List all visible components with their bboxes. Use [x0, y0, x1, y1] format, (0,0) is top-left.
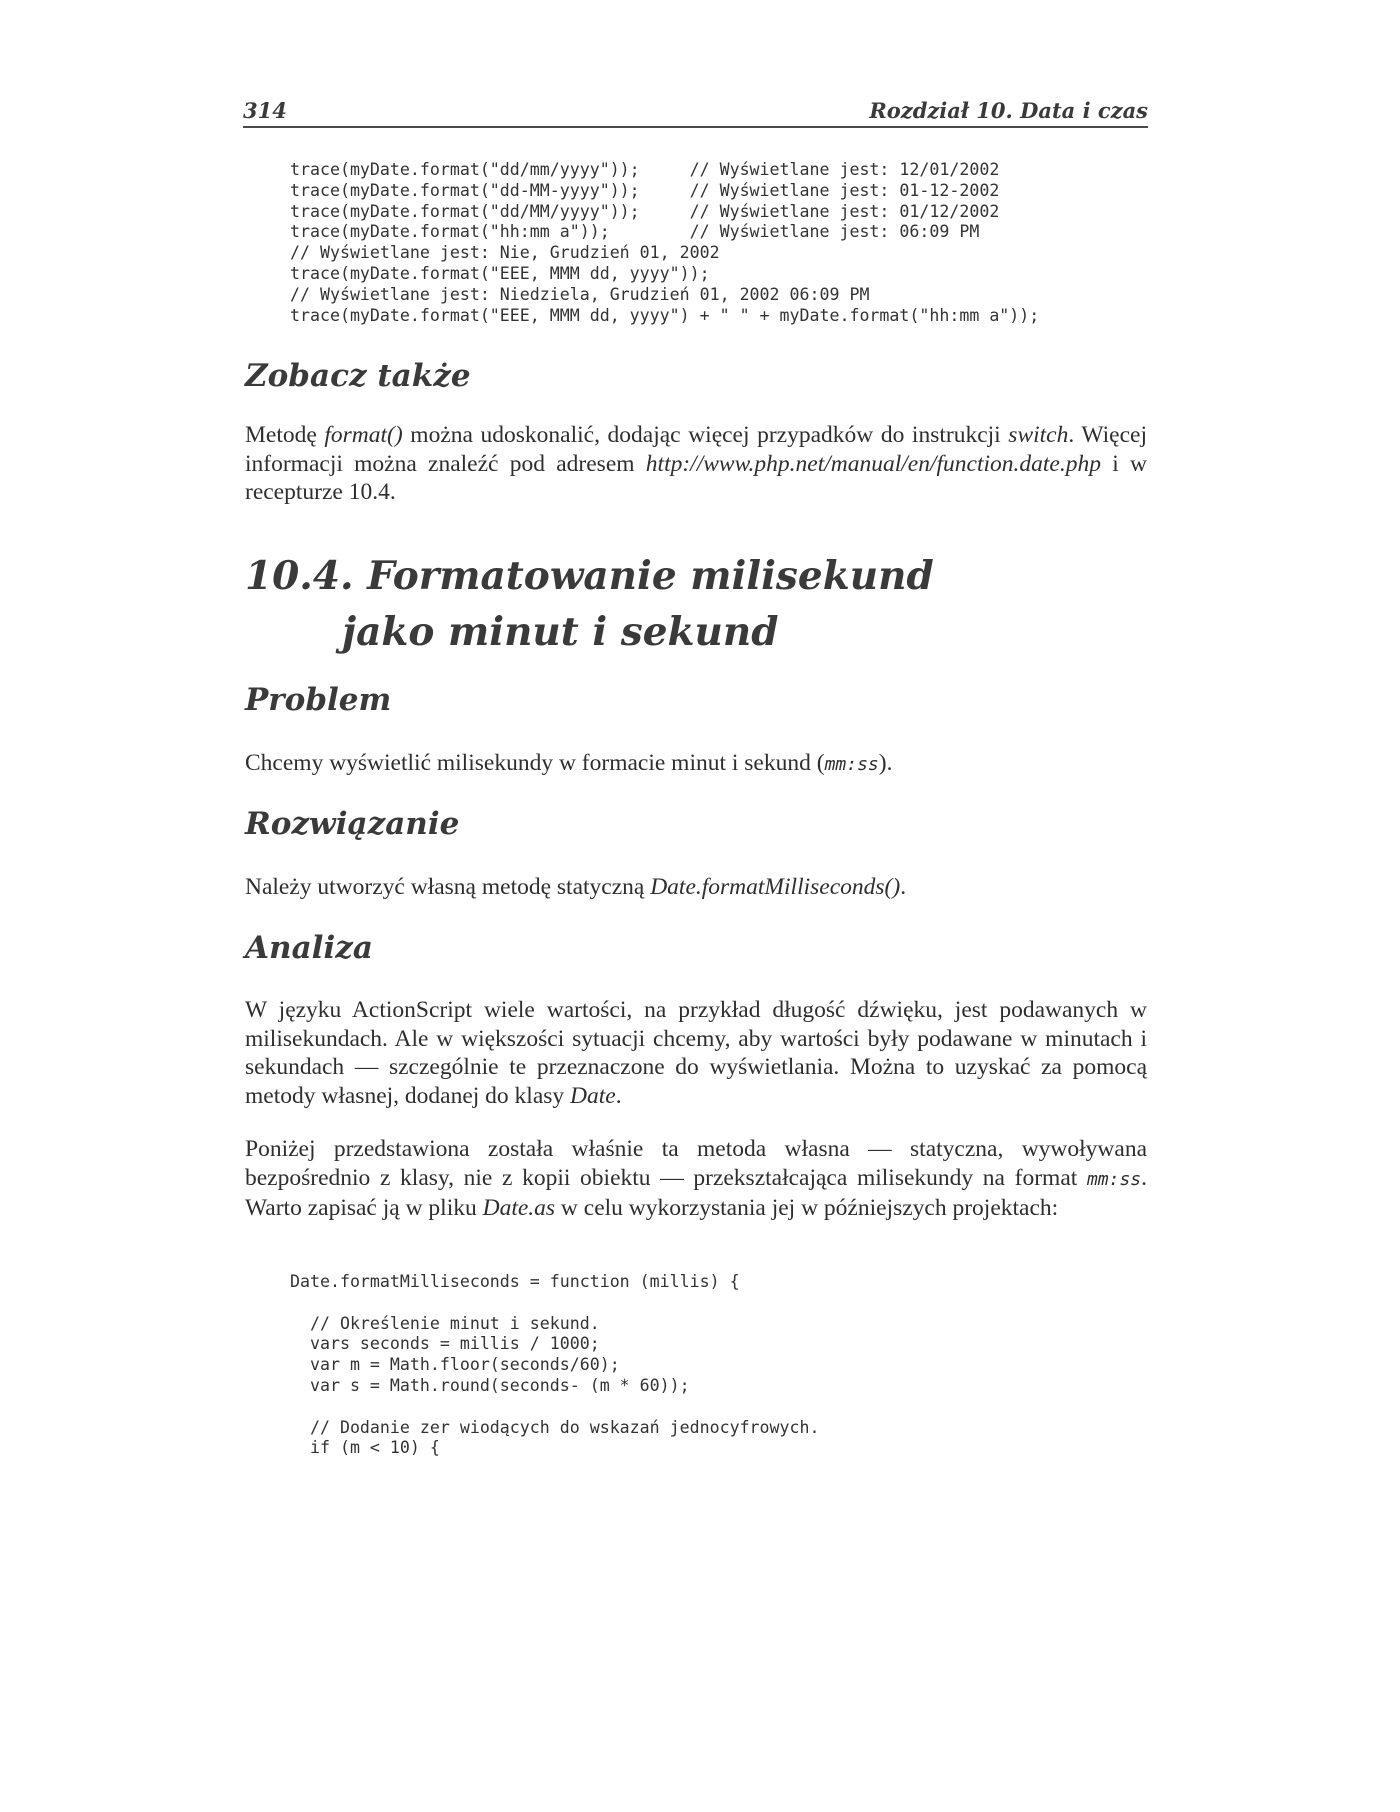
code-line [290, 1397, 820, 1418]
paragraph-see-also: Metodę format() można udoskonalić, dodając więcej przypadków do instrukcji switch. Więcej informacji można znaleźć pod adresem http://www.php.net/manual/en/function.date.php i w recepturze 10.4. [245, 422, 1148, 505]
heading-solution: Rozwiązanie [245, 806, 460, 842]
code-line: // Wyświetlane jest: Nie, Grudzień 01, 2002 [290, 243, 720, 263]
code-line: // Dodanie zer wiodących do wskazań jednocyfrowych. [290, 1417, 820, 1437]
heading-problem: Problem [245, 682, 392, 718]
paragraph-analysis-1: W języku ActionScript wiele wartości, na przykład długość dźwięku, jest podawanych w milisekundach. Ale w większości sytuacji chcemy, aby wartości były podawane w minutach i sekundach — szczególnie te przeznaczone do wyświetlania. Można to uzyskać za pomocą metody własnej, dodanej do klasy Date. [245, 997, 1147, 1109]
paragraph-solution: Należy utworzyć własną metodę statyczną Date.formatMilliseconds(). [245, 874, 907, 900]
paragraph-analysis-2: Poniżej przedstawiona została właśnie ta metoda własna — statyczna, wywoływana bezpośrednio z klasy, nie z kopii obiektu — przekształcająca milisekundy na format mm:ss. Warto zapisać ją w pliku Date.as w celu wykorzystania jej w późniejszych projektach: [245, 1136, 1147, 1221]
section-title: 10.4. Formatowanie milisekund jako minut i sekund [245, 553, 934, 655]
code-line: trace(myDate.format("dd-MM-yyyy")); // Wyświetlane jest: 01-12-2002 [290, 180, 1000, 200]
code-line: // Wyświetlane jest: Niedziela, Grudzień 01, 2002 06:09 PM [290, 284, 870, 304]
running-head [243, 92, 1148, 128]
page-number: 314 [243, 98, 287, 123]
chapter-title: Rozdział 10. Data i czas [869, 98, 1148, 123]
code-line: var s = Math.round(seconds- (m * 60)); [290, 1375, 690, 1395]
code-line: trace(myDate.format("EEE, MMM dd, yyyy")); [290, 263, 710, 283]
code-line: trace(myDate.format("dd/mm/yyyy")); // Wyświetlane jest: 12/01/2002 [290, 160, 1000, 179]
code-line: trace(myDate.format("dd/MM/yyyy")); // Wyświetlane jest: 01/12/2002 [290, 201, 1000, 221]
code-line: trace(myDate.format("hh:mm a")); // Wyświetlane jest: 06:09 PM [290, 222, 980, 242]
code-line [290, 1293, 820, 1314]
url-link: http://www.php.net/manual/en/function.date.php [645, 450, 1101, 477]
code-line: var m = Math.floor(seconds/60); [290, 1355, 620, 1375]
code-line: vars seconds = millis / 1000; [290, 1334, 600, 1354]
heading-analysis: Analiza [245, 930, 373, 966]
code-line: trace(myDate.format("EEE, MMM dd, yyyy") + " " + myDate.format("hh:mm a")); [290, 305, 1040, 325]
code-line: // Określenie minut i sekund. [290, 1313, 600, 1333]
code-listing-format-examples [290, 160, 1039, 326]
code-line: Date.formatMilliseconds = function (millis) { [290, 1272, 740, 1291]
code-listing-format-milliseconds [290, 1272, 820, 1459]
paragraph-problem: Chcemy wyświetlić milisekundy w formacie minut i sekund (mm:ss). [245, 750, 893, 776]
heading-see-also: Zobacz także [245, 358, 471, 394]
code-line: if (m < 10) { [290, 1438, 440, 1458]
